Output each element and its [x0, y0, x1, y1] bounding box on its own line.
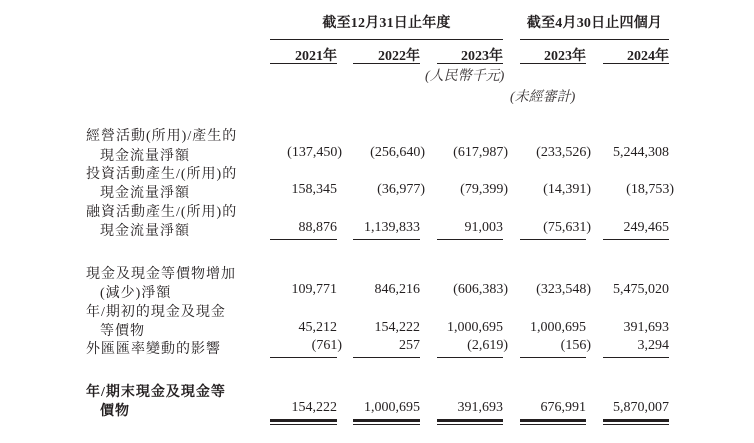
- table-cell: (14,391): [543, 182, 591, 197]
- subtotal-rule: [353, 357, 420, 358]
- unit-note: (人民幣千元): [425, 69, 505, 84]
- total-double-rule: [603, 419, 669, 425]
- subtotal-rule: [437, 239, 503, 240]
- table-cell: (137,450): [287, 145, 342, 160]
- subtotal-rule: [520, 239, 586, 240]
- total-double-rule: [520, 419, 586, 425]
- table-cell: (36,977): [377, 182, 425, 197]
- column-header-rule: [353, 63, 420, 64]
- row-label: 等價物: [100, 324, 145, 339]
- column-header-rule: [520, 63, 586, 64]
- group-header-year-ended: 截至12月31日止年度: [322, 16, 451, 31]
- table-cell: 1,139,833: [364, 220, 420, 235]
- group-header-rule: [520, 39, 669, 40]
- table-cell: 3,294: [637, 338, 669, 353]
- table-cell: 88,876: [298, 220, 337, 235]
- table-cell: (761): [311, 338, 342, 353]
- row-label: 年/期初的現金及現金: [86, 305, 226, 320]
- table-cell: (79,399): [460, 182, 508, 197]
- column-header-2024-4m: 2024年: [627, 49, 669, 64]
- table-cell: 5,475,020: [613, 282, 669, 297]
- table-cell: 846,216: [374, 282, 420, 297]
- row-label: 現金流量淨額: [100, 149, 190, 164]
- table-cell: (75,631): [543, 220, 591, 235]
- table-cell: 158,345: [291, 182, 337, 197]
- column-header-rule: [437, 63, 503, 64]
- table-cell: 5,244,308: [613, 145, 669, 160]
- row-label: (減少)淨額: [100, 286, 172, 301]
- subtotal-rule: [270, 239, 337, 240]
- row-label: 外匯匯率變動的影響: [86, 342, 221, 357]
- column-header-2021: 2021年: [295, 49, 337, 64]
- subtotal-rule: [270, 357, 337, 358]
- row-label: 融資活動產生/(所用)的: [86, 205, 238, 220]
- column-header-2023: 2023年: [461, 49, 503, 64]
- table-cell: (18,753): [626, 182, 674, 197]
- row-label: 投資活動產生/(所用)的: [86, 167, 238, 182]
- subtotal-rule: [603, 239, 669, 240]
- table-cell: 257: [399, 338, 420, 353]
- table-cell-total: 676,991: [540, 400, 586, 415]
- unaudited-note: (未經審計): [510, 90, 576, 105]
- subtotal-rule: [603, 357, 669, 358]
- table-cell: (617,987): [453, 145, 508, 160]
- column-header-rule: [270, 63, 337, 64]
- row-label: 現金流量淨額: [100, 224, 190, 239]
- table-cell-total: 391,693: [457, 400, 503, 415]
- row-label: 經營活動(所用)/產生的: [86, 129, 238, 144]
- table-cell: (606,383): [453, 282, 508, 297]
- total-double-rule: [270, 419, 337, 425]
- row-label: 現金流量淨額: [100, 186, 190, 201]
- total-double-rule: [437, 419, 503, 425]
- table-cell-total: 1,000,695: [364, 400, 420, 415]
- table-cell-total: 5,870,007: [613, 400, 669, 415]
- group-header-rule: [270, 39, 503, 40]
- table-cell: 154,222: [374, 320, 420, 335]
- group-header-four-months: 截至4月30日止四個月: [526, 16, 663, 31]
- subtotal-rule: [520, 357, 586, 358]
- column-header-2023-4m: 2023年: [544, 49, 586, 64]
- table-cell: (323,548): [536, 282, 591, 297]
- total-double-rule: [353, 419, 420, 425]
- table-cell: 391,693: [623, 320, 669, 335]
- table-cell: 109,771: [291, 282, 337, 297]
- table-cell: (2,619): [467, 338, 508, 353]
- table-cell: 249,465: [623, 220, 669, 235]
- table-cell: 45,212: [298, 320, 337, 335]
- row-label: 價物: [100, 404, 130, 419]
- table-cell: 91,003: [464, 220, 503, 235]
- column-header-rule: [603, 63, 669, 64]
- table-cell-total: 154,222: [291, 400, 337, 415]
- row-label: 年/期末現金及現金等: [86, 385, 226, 400]
- table-cell: (156): [560, 338, 591, 353]
- table-cell: 1,000,695: [530, 320, 586, 335]
- subtotal-rule: [353, 239, 420, 240]
- column-header-2022: 2022年: [378, 49, 420, 64]
- table-cell: (256,640): [370, 145, 425, 160]
- table-cell: 1,000,695: [447, 320, 503, 335]
- subtotal-rule: [437, 357, 503, 358]
- row-label: 現金及現金等價物增加: [86, 267, 236, 282]
- table-cell: (233,526): [536, 145, 591, 160]
